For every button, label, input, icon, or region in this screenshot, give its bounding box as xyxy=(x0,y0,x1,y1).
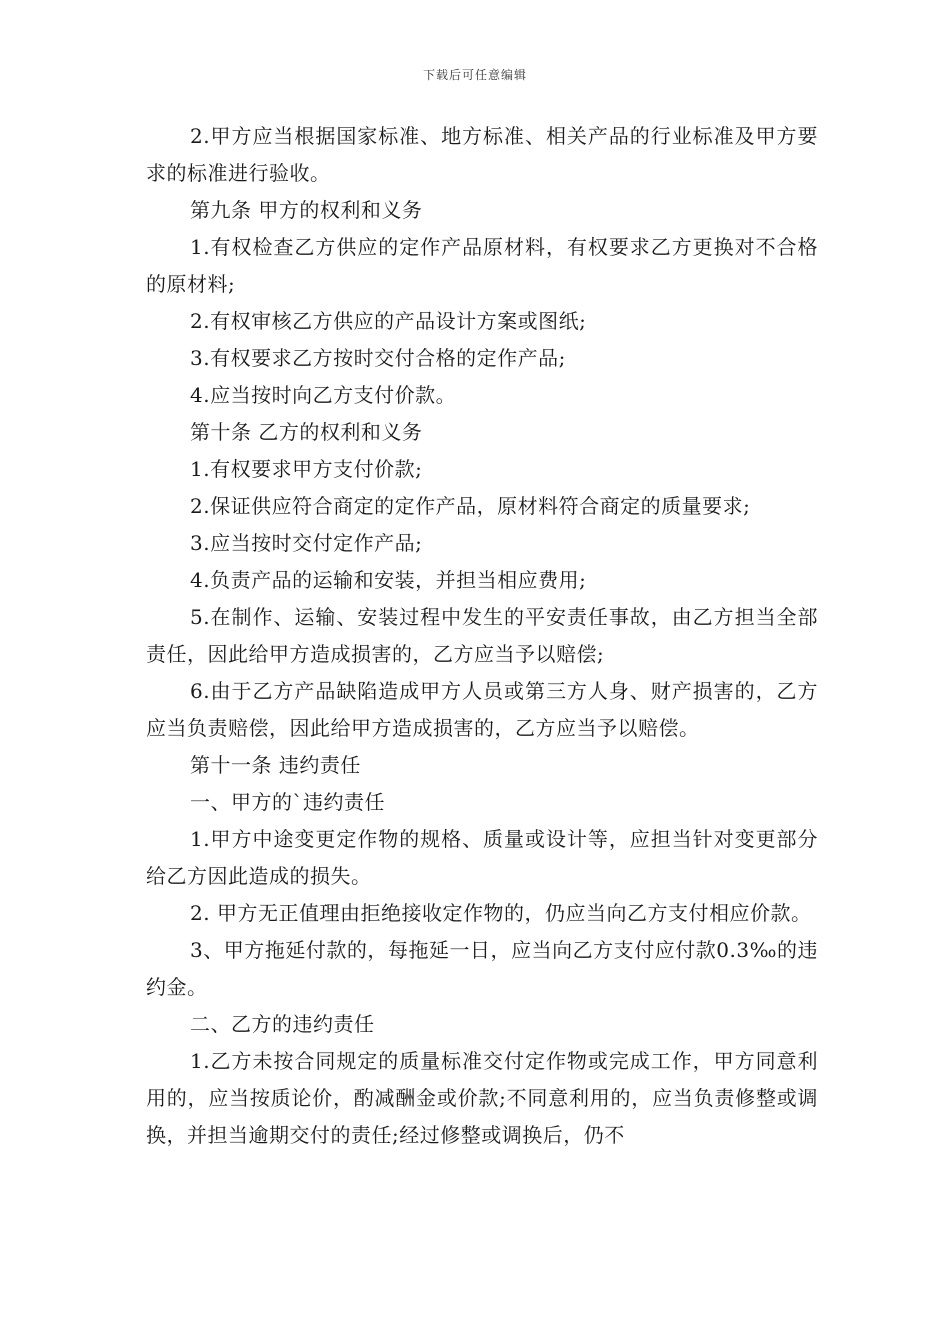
article-9-item-3: 3.有权要求乙方按时交付合格的定作产品; xyxy=(190,346,566,370)
article-9-item-4: 4.应当按时向乙方支付价款。 xyxy=(190,383,457,407)
article-10-item-3: 3.应当按时交付定作产品; xyxy=(190,531,423,555)
article-9-item-1: 1.有权检查乙方供应的定作产品原材料，有权要求乙方更换对不合格的原材料; xyxy=(146,235,818,296)
article-11-section-2-title: 二、乙方的违约责任 xyxy=(190,1012,375,1036)
paragraph-acceptance-standard: 2.甲方应当根据国家标准、地方标准、相关产品的行业标准及甲方要求的标准进行验收。 xyxy=(146,124,818,185)
article-11-section-2-item-1: 1.乙方未按合同规定的质量标准交付定作物或完成工作，甲方同意利用的，应当按质论价，酌减酬金或价款;不同意利用的，应当负责修整或调换，并担当逾期交付的责任;经过修整或调换后，仍不 xyxy=(146,1049,818,1147)
article-10-item-1: 1.有权要求甲方支付价款; xyxy=(190,457,423,481)
article-11-section-1-item-3: 3、甲方拖延付款的，每拖延一日，应当向乙方支付应付款0.3‰的违约金。 xyxy=(146,938,818,999)
article-11-section-1-item-1: 1.甲方中途变更定作物的规格、质量或设计等，应担当针对变更部分给乙方因此造成的损失。 xyxy=(146,827,818,888)
article-10-item-4: 4.负责产品的运输和安装，并担当相应费用; xyxy=(190,568,587,592)
article-10-item-6: 6.由于乙方产品缺陷造成甲方人员或第三方人身、财产损害的，乙方应当负责赔偿，因此给甲方造成损害的，乙方应当予以赔偿。 xyxy=(146,679,818,740)
article-11-section-1-title: 一、甲方的`违约责任 xyxy=(190,790,385,814)
article-10-item-5: 5.在制作、运输、安装过程中发生的平安责任事故，由乙方担当全部责任，因此给甲方造成损害的，乙方应当予以赔偿; xyxy=(146,605,818,666)
page-header: 下载后可任意编辑 xyxy=(422,68,527,82)
article-11-section-1-item-2: 2. 甲方无正值理由拒绝接收定作物的，仍应当向乙方支付相应价款。 xyxy=(190,901,812,925)
article-9-title: 第九条 甲方的权利和义务 xyxy=(190,198,423,222)
article-9-item-2: 2.有权审核乙方供应的产品设计方案或图纸; xyxy=(190,309,587,333)
article-11-title: 第十一条 违约责任 xyxy=(190,753,361,777)
document-body xyxy=(146,118,818,1154)
article-10-title: 第十条 乙方的权利和义务 xyxy=(190,420,423,444)
article-10-item-2: 2.保证供应符合商定的定作产品，原材料符合商定的质量要求; xyxy=(190,494,751,518)
